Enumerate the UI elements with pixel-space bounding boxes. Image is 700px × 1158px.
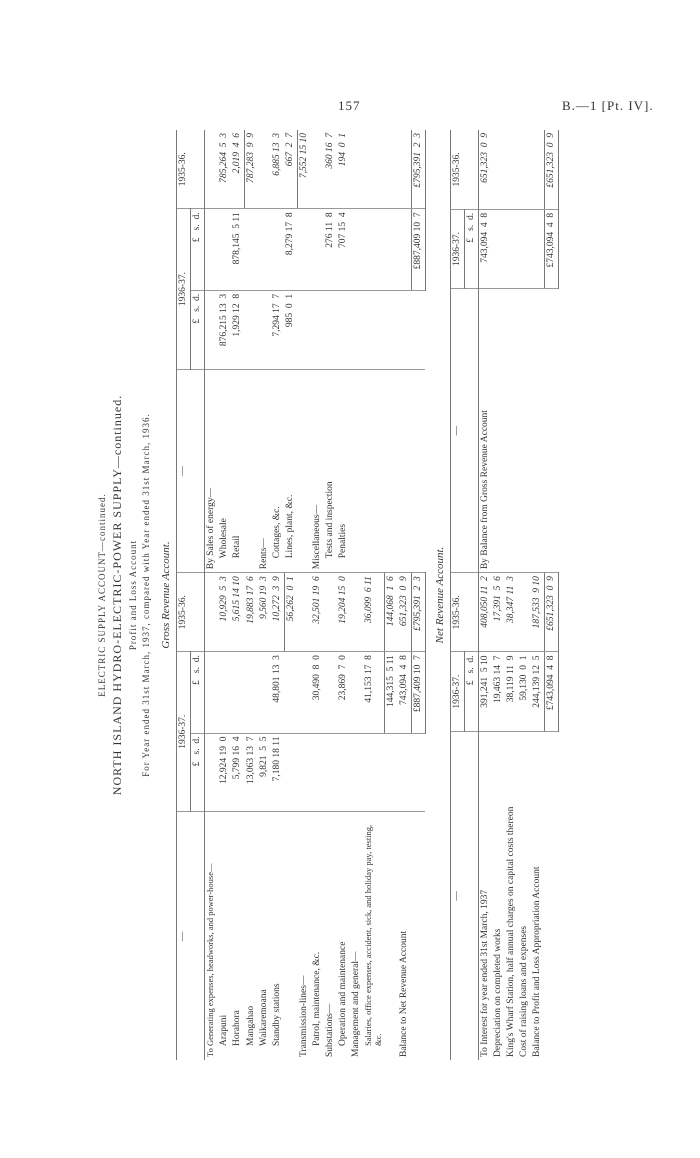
amount-cell — [350, 130, 363, 209]
amount-cell — [384, 209, 397, 290]
amount-cell: 985 0 1 — [284, 290, 297, 369]
amount-cell: 36,099 6 11 — [363, 573, 385, 652]
amount-cell: 9,821 5 5 — [258, 733, 271, 812]
amount-cell — [205, 652, 218, 733]
row-label: By Balance from Gross Revenue Account — [479, 289, 492, 573]
row-label: Operation and maintenance — [338, 941, 349, 1046]
row-label — [284, 812, 297, 1060]
net-left-col-1936: 1935-36. — [451, 573, 479, 652]
lsd-heading: £ s. d. — [191, 652, 205, 733]
row-label: Waikaremoana — [259, 989, 269, 1046]
table-row — [245, 130, 258, 1060]
net-left-dash: — — [451, 731, 479, 1060]
amount-cell — [384, 290, 397, 369]
amount-cell — [245, 290, 258, 369]
subtitle: Profit and Loss Account — [128, 539, 139, 651]
amount-cell — [337, 290, 350, 369]
row-label — [298, 369, 311, 573]
rotated-account-sheet — [95, 130, 635, 1060]
row-label: King's Wharf Station, half annual charges on capital costs thereon — [506, 806, 516, 1057]
row-label: Mangahao — [245, 1005, 256, 1046]
amount-cell — [311, 733, 324, 812]
row-label: Salaries, office expenses, accident, sick, and holiday pay, testing, &c. — [362, 824, 383, 1046]
net-right-dash: — — [451, 289, 479, 573]
amount-cell — [398, 733, 411, 812]
table-row — [205, 130, 218, 1060]
amount-cell — [505, 130, 518, 209]
table-row — [350, 130, 363, 1060]
amount-cell: 743,094 4 8 — [479, 209, 492, 288]
gross-left-dash: — — [177, 812, 205, 1060]
table-row — [363, 130, 385, 1060]
table-row — [231, 130, 244, 1060]
row-label: Retail — [231, 369, 244, 573]
net-left-col-1937: 1936-37. — [451, 652, 465, 731]
table-row — [324, 130, 337, 1060]
amount-cell — [298, 733, 311, 812]
amount-cell: 32,501 19 6 — [311, 573, 324, 652]
amount-cell: 360 16 7 — [324, 130, 337, 209]
amount-cell — [518, 209, 531, 288]
amount-cell — [324, 573, 337, 652]
amount-cell — [350, 573, 363, 652]
amount-cell: 9,560 19 3 — [258, 573, 271, 652]
amount-cell — [518, 573, 531, 652]
row-label: Cottages, &c. — [271, 369, 284, 573]
row-label: Horahora — [232, 1010, 243, 1046]
amount-cell — [284, 652, 297, 733]
amount-cell — [298, 652, 311, 733]
amount-cell: 7,294 17 7 — [271, 290, 284, 369]
period-title: For Year ended 31st March, 1937, compared with Year ended 31st March, 1936. — [141, 413, 152, 777]
amount-cell — [245, 652, 258, 733]
table-row — [284, 130, 297, 1060]
amount-cell — [398, 290, 411, 369]
row-label — [363, 369, 385, 573]
row-label: Depreciation on completed works — [493, 928, 504, 1057]
amount-cell — [337, 733, 350, 812]
amount-cell: 38,347 11 3 — [505, 573, 518, 652]
amount-cell: 2,019 4 6 — [231, 130, 244, 209]
amount-cell — [311, 130, 324, 209]
gross-heading: Gross Revenue Account. — [159, 541, 172, 649]
amount-cell — [231, 652, 244, 733]
row-label: Transmission-lines— — [298, 975, 309, 1057]
amount-cell — [324, 733, 337, 812]
amount-cell: 194 0 1 — [337, 130, 350, 209]
amount-cell — [350, 733, 363, 812]
amount-cell — [384, 733, 397, 812]
amount-cell: 59,130 0 1 — [518, 652, 531, 731]
row-label — [398, 369, 411, 573]
gross-left-col-1936: 1935-36. — [177, 573, 205, 652]
row-label — [350, 369, 363, 573]
amount-cell: 276 11 8 — [324, 209, 337, 290]
table-row — [311, 130, 324, 1060]
table-row — [531, 130, 544, 1060]
row-label: Cost of raising loans and expenses — [518, 925, 529, 1057]
amount-cell — [363, 209, 385, 290]
amount-cell — [258, 652, 271, 733]
page-number: 157 — [338, 98, 361, 113]
table-row — [384, 130, 397, 1060]
amount-cell: 17,391 5 6 — [492, 573, 505, 652]
net-right-total-1936: £651,323 0 9 — [544, 130, 558, 209]
row-label — [518, 289, 531, 573]
net-right-col-1936: 1935-36. — [451, 130, 479, 209]
table-row — [337, 130, 350, 1060]
amount-cell — [398, 130, 411, 209]
amount-cell — [531, 130, 544, 209]
amount-cell: 787,283 9 9 — [245, 130, 258, 209]
row-label: Wholesale — [218, 369, 231, 573]
amount-cell: 19,463 14 7 — [492, 652, 505, 731]
amount-cell: 244,139 12 5 — [531, 652, 544, 731]
lsd-heading: £ s. d. — [191, 209, 205, 290]
amount-cell: 1,929 12 8 — [231, 290, 244, 369]
amount-cell — [298, 209, 311, 290]
amount-cell — [492, 130, 505, 209]
amount-cell — [205, 733, 218, 812]
row-label: Substations— — [325, 1003, 336, 1057]
table-row — [505, 130, 518, 1060]
lsd-heading: £ s. d. — [465, 652, 479, 731]
amount-cell: 785,264 5 3 — [218, 130, 231, 209]
amount-cell: 10,929 5 3 — [218, 573, 231, 652]
amount-cell: 7,552 15 10 — [298, 130, 311, 209]
row-label: Tests and inspection — [324, 369, 337, 573]
amount-cell — [258, 209, 271, 290]
amount-cell: 391,241 5 10 — [479, 652, 492, 731]
gross-right-total-1936: £795,391 2 3 — [411, 130, 425, 209]
amount-cell: 5,615 14 10 — [231, 573, 244, 652]
table-row — [398, 130, 411, 1060]
lsd-heading: £ s. d. — [191, 733, 205, 812]
amount-cell: 408,050 11 2 — [479, 573, 492, 652]
row-label: Penalties — [337, 369, 350, 573]
net-heading: Net Revenue Account. — [433, 546, 446, 644]
amount-cell — [531, 209, 544, 288]
amount-cell — [311, 209, 324, 290]
amount-cell: 7,180 18 11 — [271, 733, 284, 812]
amount-cell — [398, 209, 411, 290]
amount-cell — [363, 733, 385, 812]
row-label: Lines, plant, &c. — [284, 369, 297, 573]
amount-cell: 144,068 1 6 — [384, 573, 397, 652]
amount-cell — [350, 209, 363, 290]
amount-cell — [363, 290, 385, 369]
amount-cell — [492, 209, 505, 288]
amount-cell: 743,094 4 8 — [398, 652, 411, 733]
amount-cell — [245, 209, 258, 290]
lsd-heading: £ s. d. — [191, 290, 205, 369]
document-reference: B.—1 [Pt. IV]. — [562, 98, 654, 113]
net-left-total-1937: £743,094 4 8 — [544, 652, 558, 731]
row-label: Balance to Net Revenue Account — [398, 930, 409, 1057]
row-label — [245, 369, 258, 573]
amount-cell: 5,799 16 4 — [231, 733, 244, 812]
lsd-heading: £ s. d. — [465, 209, 479, 288]
table-row — [298, 130, 311, 1060]
amount-cell: 144,315 5 11 — [384, 652, 397, 733]
row-label — [384, 812, 397, 1060]
table-row — [258, 130, 271, 1060]
amount-cell — [205, 573, 218, 652]
net-right-total-1937: £743,094 4 8 — [544, 209, 558, 288]
net-revenue-table — [450, 130, 558, 1060]
row-label — [505, 289, 518, 573]
amount-cell — [384, 130, 397, 209]
table-row — [271, 130, 284, 1060]
amount-cell: 187,533 9 10 — [531, 573, 544, 652]
amount-cell: 651,323 0 9 — [398, 573, 411, 652]
row-label: Management and general— — [350, 951, 361, 1057]
amount-cell — [350, 290, 363, 369]
gross-left-total-1937: £887,409 10 7 — [411, 652, 425, 733]
amount-cell: 48,801 13 3 — [271, 652, 284, 733]
amount-cell: 41,153 17 8 — [363, 652, 385, 733]
amount-cell — [298, 290, 311, 369]
amount-cell: 10,272 3 9 — [271, 573, 284, 652]
amount-cell: 19,204 15 0 — [337, 573, 350, 652]
row-label — [531, 289, 544, 573]
amount-cell — [518, 130, 531, 209]
amount-cell: 12,924 19 0 — [218, 733, 231, 812]
amount-cell — [350, 652, 363, 733]
row-label: To Interest for year ended 31st March, 1937 — [480, 889, 491, 1057]
continued-title: ELECTRIC SUPPLY ACCOUNT—continued. — [97, 493, 107, 697]
amount-cell — [205, 209, 218, 290]
amount-cell: 56,262 0 1 — [284, 573, 297, 652]
amount-cell — [205, 130, 218, 209]
amount-cell — [258, 130, 271, 209]
amount-cell: 13,063 13 7 — [245, 733, 258, 812]
gross-right-col-1936: 1935-36. — [177, 130, 205, 209]
amount-cell — [271, 209, 284, 290]
net-right-col-1937: 1936-37. — [451, 209, 465, 288]
gross-right-total-1937: £887,409 10 7 — [411, 209, 425, 290]
gross-right-dash: — — [177, 369, 205, 573]
row-label — [384, 369, 397, 573]
row-label: Rents— — [258, 369, 271, 573]
amount-cell: 707 15 4 — [337, 209, 350, 290]
gross-left-total-1936: £795,391 2 3 — [411, 573, 425, 652]
amount-cell: 23,869 7 0 — [337, 652, 350, 733]
amount-cell — [311, 290, 324, 369]
amount-cell: 19,883 17 6 — [245, 573, 258, 652]
amount-cell — [284, 733, 297, 812]
row-label: Standby stations — [271, 983, 282, 1046]
row-label: Patrol, maintenance, &c. — [312, 951, 323, 1046]
row-label: To Generating expenses, headworks, and power-house— — [205, 863, 216, 1057]
amount-cell: 667 2 7 — [284, 130, 297, 209]
amount-cell: 38,119 11 9 — [505, 652, 518, 731]
row-label — [492, 289, 505, 573]
table-row — [518, 130, 531, 1060]
row-label: By Sales of energy— — [205, 369, 218, 573]
amount-cell: 876,215 13 3 — [218, 290, 231, 369]
amount-cell — [218, 652, 231, 733]
table-row — [218, 130, 231, 1060]
amount-cell — [298, 573, 311, 652]
gross-right-col-1937: 1936-37. — [177, 209, 191, 369]
amount-cell — [258, 290, 271, 369]
amount-cell — [324, 652, 337, 733]
amount-cell: 30,490 8 0 — [311, 652, 324, 733]
table-row — [492, 130, 505, 1060]
amount-cell — [218, 209, 231, 290]
row-label: Balance to Profit and Loss Appropriation Account — [531, 866, 542, 1057]
amount-cell: 651,323 0 9 — [479, 130, 492, 209]
net-left-total-1936: £651,323 0 9 — [544, 573, 558, 652]
amount-cell: 8,279 17 8 — [284, 209, 297, 290]
row-label: Miscellaneous— — [311, 369, 324, 573]
gross-left-col-1937: 1936-37. — [177, 652, 191, 812]
amount-cell — [363, 130, 385, 209]
amount-cell — [324, 290, 337, 369]
amount-cell — [205, 290, 218, 369]
main-title: NORTH ISLAND HYDRO-ELECTRIC-POWER SUPPLY—continued. — [110, 394, 125, 796]
amount-cell: 6,885 13 3 — [271, 130, 284, 209]
table-row — [479, 130, 492, 1060]
amount-cell — [505, 209, 518, 288]
gross-revenue-table — [176, 130, 425, 1060]
amount-cell: 878,145 5 11 — [231, 209, 244, 290]
row-label: Arapuni — [219, 1014, 230, 1046]
